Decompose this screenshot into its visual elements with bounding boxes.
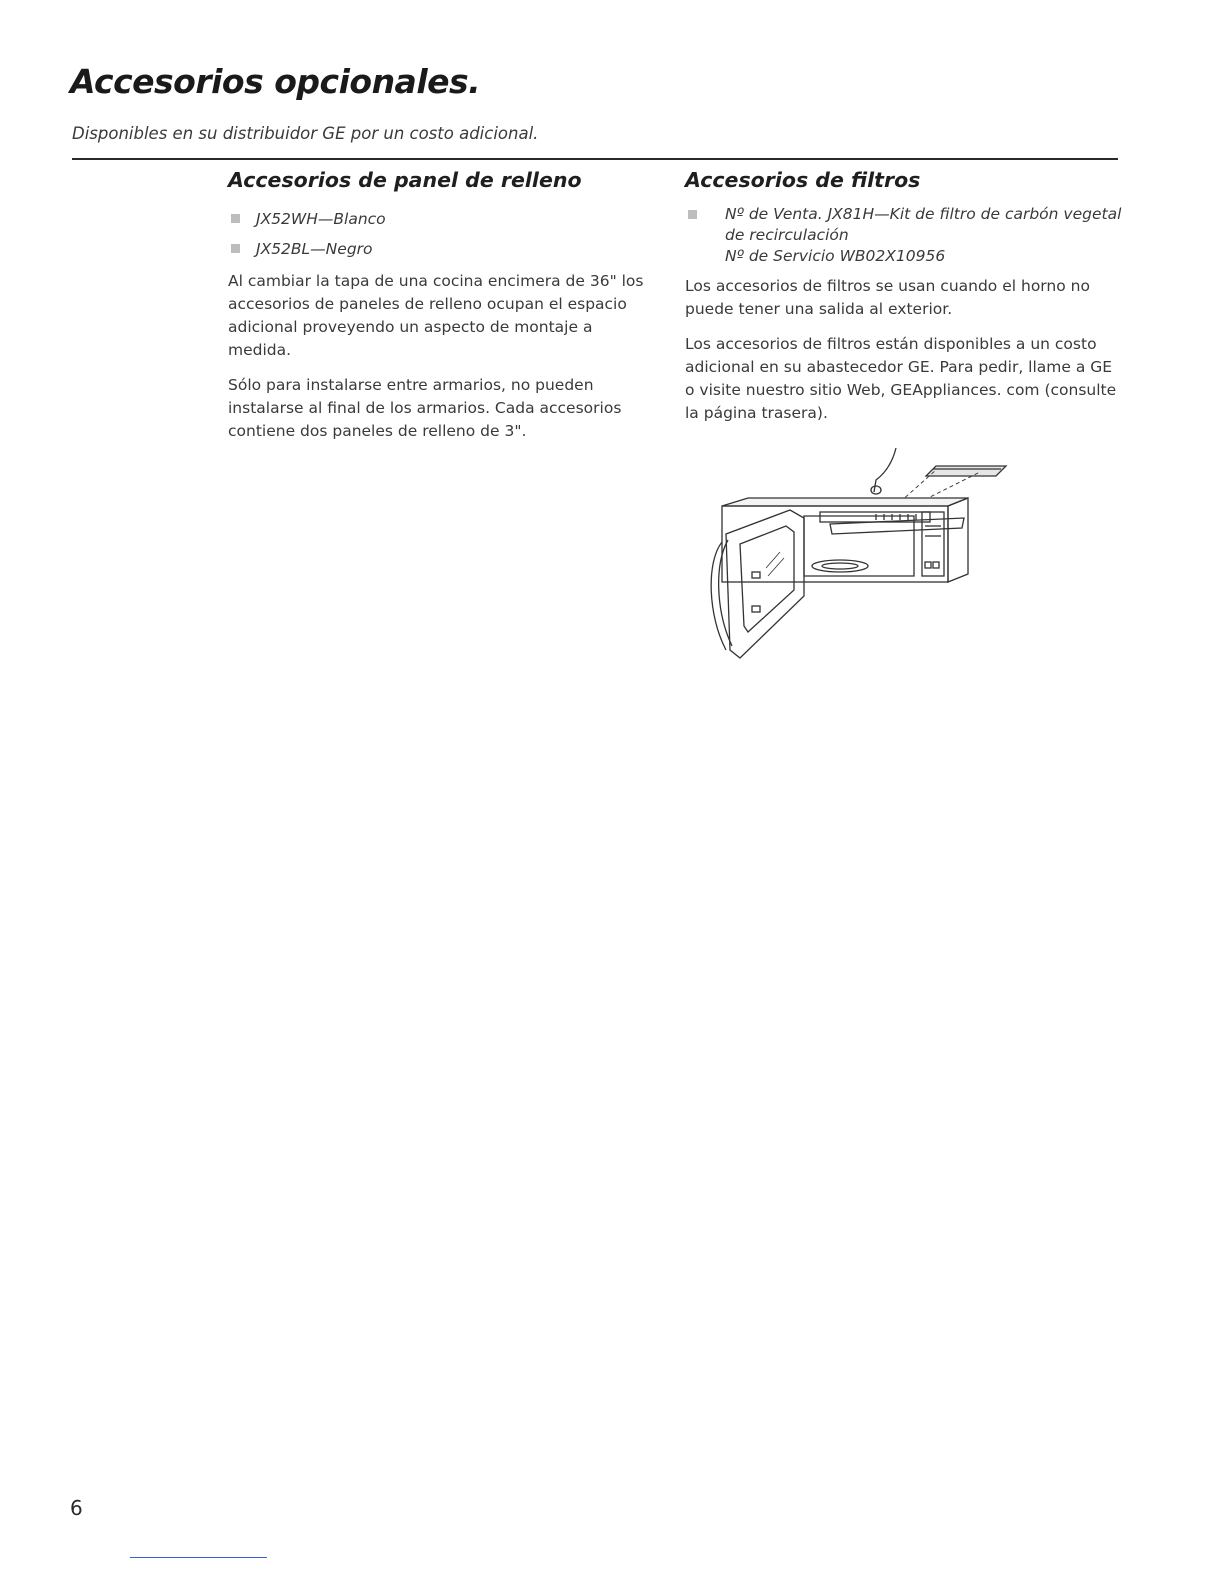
bullet-icon [231, 244, 240, 253]
list-item [228, 234, 658, 264]
page-subtitle: Disponibles en su distribuidor GE por un costo adicional. [72, 124, 539, 143]
filler-panel-paragraph: Al cambiar la tapa de una cocina encimera de 36" los accesorios de paneles de relleno ocupan el espacio adicional proveyendo un aspecto de montaje a medida. [228, 272, 644, 359]
footer-link-underline [130, 1557, 267, 1558]
filler-panel-heading: Accesorios de panel de relleno [228, 168, 582, 192]
filler-panel-list [228, 204, 658, 264]
filter-sale-number: Nº de Venta. JX81H—Kit de filtro de carbón vegetal de recirculación [725, 205, 1122, 244]
filler-panel-item: JX52BL—Negro [256, 240, 373, 258]
filters-section [685, 168, 1125, 437]
page-number: 6 [70, 1496, 83, 1520]
page-title: Accesorios opcionales. [70, 62, 481, 101]
filters-paragraph: Los accesorios de filtros se usan cuando el horno no puede tener una salida al exterior. [685, 277, 1090, 318]
filters-paragraph: Los accesorios de filtros están disponibles a un costo adicional en su abastecedor GE. Para pedir, llame a GE o visite nuestro sitio Web, GEAppliances. com (consulte la página trasera). [685, 335, 1117, 422]
microwave-filter-illustration [700, 436, 1020, 666]
list-item [228, 204, 658, 234]
filter-service-number: Nº de Servicio WB02X10956 [725, 247, 946, 265]
filter-item [685, 204, 1125, 267]
bullet-icon [231, 214, 240, 223]
filler-panel-section [228, 168, 658, 455]
filters-heading: Accesorios de filtros [685, 168, 921, 192]
filler-panel-item: JX52WH—Blanco [256, 210, 386, 228]
filler-panel-paragraph: Sólo para instalarse entre armarios, no pueden instalarse al final de los armarios. Cada accesorios contiene dos paneles de relleno de 3". [228, 376, 622, 440]
bullet-icon [688, 210, 697, 219]
header-divider [72, 158, 1118, 160]
